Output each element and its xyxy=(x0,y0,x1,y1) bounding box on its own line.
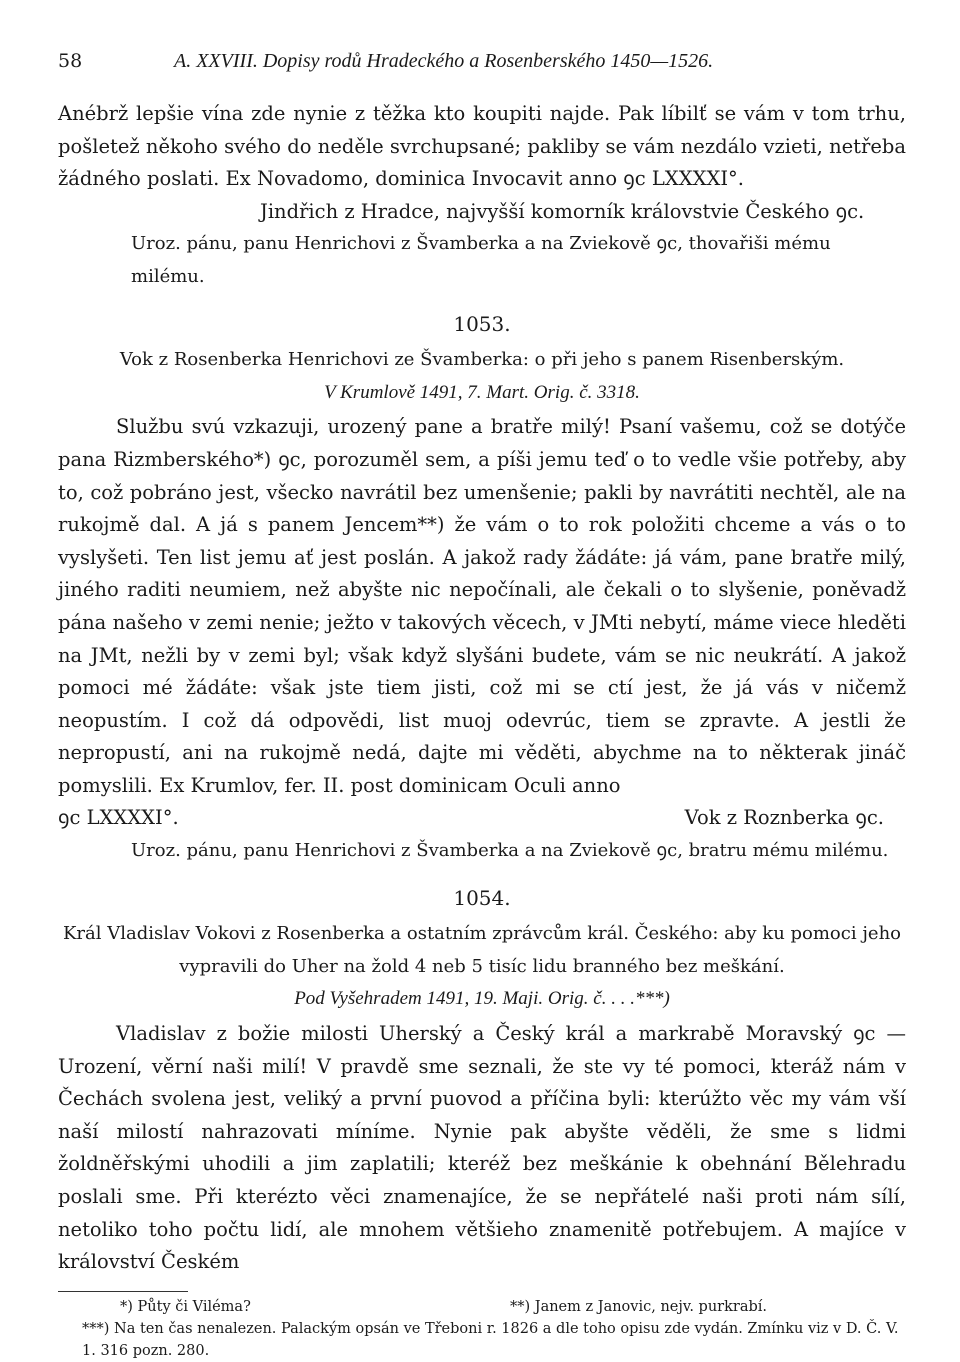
document-text-1054: Vladislav z božie milosti Uherský a Český král a markrabě Moravský ꝯc — Urození, věrní naši milí! V pravdě sme seznali, že ste vy té pomoci, kteráž nám v Čechách svolena jest, veliký a první puovod a příčina byli: kterúžto věc my vám vší naší milostí nahrazovati míníme. Nynie pak abyšte věděli, že sme s lidmi žoldněřskými uhodili a jim zaplatili; kteréž bez meškánie k obehnání Bělehradu poslali sme. Při kterézto věci znamenajíce, že se nepřátelé naši proti nám sílí, netoliko toho počtu lidí, ale mnohem většieho znamenitě potřebujem. A majíce v království Českém xyxy=(58,1022,906,1274)
document-date-1053: V Krumlově 1491, 7. Mart. Orig. č. 3318. xyxy=(324,381,640,403)
running-head xyxy=(58,44,906,78)
footnote-1: *) Půty či Viléma? xyxy=(120,1298,251,1315)
document-summary-1054: Král Vladislav Vokovi z Rosenberka a ostatním zprávcům král. Českého: aby ku pomoci jeho vypravili do Uher na žold 4 neb 5 tisíc lidu branného bez meškání. xyxy=(62,923,901,977)
closing-date-1053: ꝯc LXXXXI°. xyxy=(58,806,179,830)
footnotes xyxy=(58,1296,906,1362)
address-1053: Uroz. pánu, panu Henrichovi z Švamberka a na Zviekově ꝯc, bratru mému milému. xyxy=(131,840,889,862)
footnote-row xyxy=(58,1296,906,1318)
page-number: 58 xyxy=(58,50,83,72)
closing-row-1053 xyxy=(58,802,906,835)
footnote-3 xyxy=(58,1318,906,1362)
footnote-divider xyxy=(58,1291,188,1292)
running-title: A. XXVIII. Dopisy rodů Hradeckého a Rosenberského 1450—1526. xyxy=(174,50,714,72)
document-date-1054: Pod Vyšehradem 1491, 19. Maji. Orig. č. . . .***) xyxy=(294,988,670,1010)
signature-1053: Vok z Roznberka ꝯc. xyxy=(684,806,884,830)
address-1052: Uroz. pánu, panu Henrichovi z Švamberka a na Zviekově ꝯc, thovařiši mému milému. xyxy=(131,233,831,287)
document-text-1053: Službu svú vzkazuji, urozený pane a bratře milý! Psaní vašemu, což se dotýče pana Rizmberského*) ꝯc, porozuměl sem, a píši jemu teď o to vedle všie potřeby, aby to, což pobráno jest, všecko navrátil bez umenšenie; pakli by navrátiti nechtěl, ale na rukojmě dal. A já s panem Jencem**) že vám o to rok položiti chceme a vás o to vyslyšeti. Ten list jemu ať jest poslán. A jakož rady žádáte: já vám, pane bratře milý, jiného raditi neumiem, než abyšte nic nepočínali, ale čekali o to slyšenie, poněvadž pána našeho v zemi nenie; ježto v takových věcech, v JMti nebytí, máme viece hleděti na JMt, nežli by v zemi byl; však když slyšáni budete, vám se nic neukrátí. A jakož pomoci mé žádáte: však jste tiem jisti, což mi se ctí jest, že já vás v ničemž neopustím. I což dá odpovědi, list muoj odevrúc, tiem se zpravte. A jestli že nepropustí, ani na rukojmě nedá, dajte mi věděti, abychme na to některak jináč pomyslili. Ex Krumlov, fer. II. post dominicam Oculi anno xyxy=(58,415,906,797)
paragraph-continuation: Anébrž lepšie vína zde nynie z těžka kto koupiti najde. Pak líbilť se vám v tom trhu, pošletež někoho svého do neděle svrchupsané; pakliby se vám nezdálo vzieti, netřeba žádného poslati. Ex Novadomo, dominica Invocavit anno ꝯc LXXXXI°. xyxy=(58,102,906,191)
document-number-1054: 1054. xyxy=(453,885,511,910)
footnote-2: **) Janem z Janovic, nejv. purkrabí. xyxy=(510,1298,767,1315)
footnote-3-text: ***) Na ten čas nenalezen. Palackým opsán ve Třeboni r. 1826 a dle toho opisu zde vydán. Zmínku viz v D. Č. V. 1. 316 pozn. 280. xyxy=(82,1320,899,1359)
signature-1052: Jindřich z Hradce, najvyšší komorník královstvie Českého ꝯc. xyxy=(260,199,865,223)
document-number-1053: 1053. xyxy=(453,311,511,336)
document-summary-1053: Vok z Rosenberka Henrichovi ze Švamberka: o při jeho s panem Risenberským. xyxy=(119,349,845,371)
